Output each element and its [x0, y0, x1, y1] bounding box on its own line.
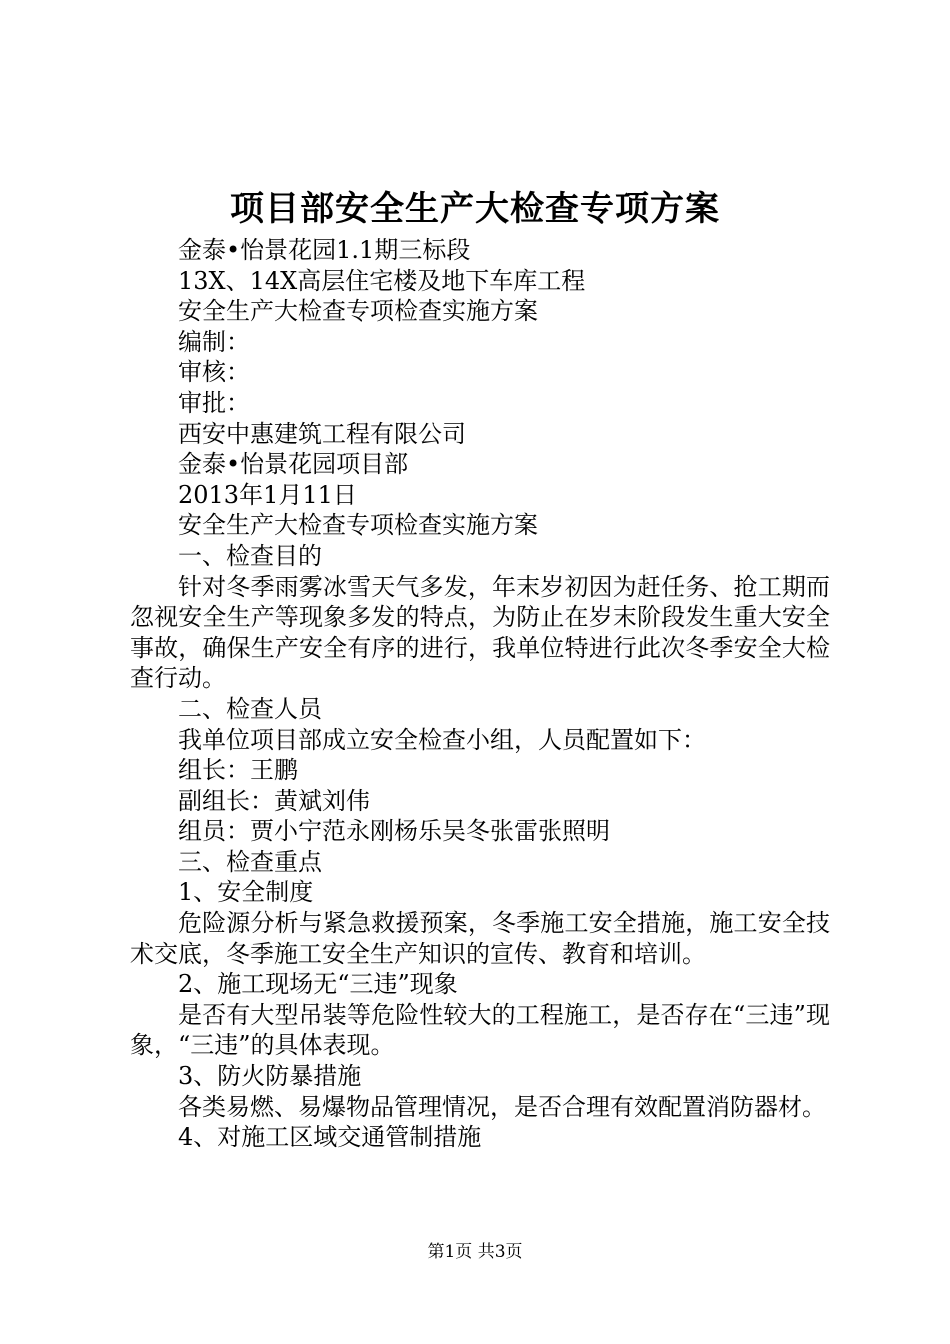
item4-heading: 4、对施工区域交通管制措施 [178, 1123, 482, 1152]
project-scope-line: 13X、14X高层住宅楼及地下车库工程 [178, 266, 586, 295]
document-body [130, 235, 830, 1153]
section3-heading: 三、检查重点 [178, 847, 322, 876]
company-line: 西安中惠建筑工程有限公司 [178, 419, 466, 448]
item1-heading: 1、安全制度 [178, 878, 314, 907]
members-line: 组员：贾小宁范永刚杨乐吴冬张雷张照明 [178, 817, 610, 846]
section2-intro: 我单位项目部成立安全检查小组，人员配置如下： [178, 725, 706, 754]
project-name-line: 金泰•怡景花园1.1期三标段 [178, 236, 471, 264]
item3-paragraph: 各类易燃、易爆物品管理情况，是否合理有效配置消防器材。 [178, 1092, 826, 1121]
deputy-line: 副组长：黄斌刘伟 [178, 786, 370, 815]
page-footer: 第1页 共3页 [427, 1242, 523, 1262]
item2-heading: 2、施工现场无“三违”现象 [178, 970, 458, 999]
leader-line: 组长：王鹏 [178, 756, 298, 785]
plan-subtitle-line: 安全生产大检查专项检查实施方案 [178, 511, 538, 540]
department-line: 金泰•怡景花园项目部 [178, 450, 409, 479]
date-line: 2013年1月11日 [178, 480, 357, 509]
item3-heading: 3、防火防暴措施 [178, 1062, 362, 1091]
plan-name-line: 安全生产大检查专项检查实施方案 [178, 297, 538, 326]
purpose-paragraph: 针对冬季雨雾冰雪天气多发，年末岁初因为赶任务、抢工期而忽视安全生产等现象多发的特点，为防止在岁末阶段发生重大安全事故，确保生产安全有序的进行，我单位特进行此次冬季安全大检查行动。 [130, 572, 830, 693]
item1-paragraph: 危险源分析与紧急救援预案，冬季施工安全措施，施工安全技术交底，冬季施工安全生产知识的宣传、教育和培训。 [130, 909, 830, 968]
reviewed-by-line: 审核： [178, 358, 250, 387]
prepared-by-line: 编制： [178, 327, 250, 356]
section1-heading: 一、检查目的 [178, 541, 322, 570]
item2-paragraph: 是否有大型吊装等危险性较大的工程施工，是否存在“三违”现象，“三违”的具体表现。 [130, 1000, 830, 1060]
section2-heading: 二、检查人员 [178, 694, 322, 723]
approved-by-line: 审批： [178, 388, 250, 417]
document-title: 项目部安全生产大检查专项方案 [230, 189, 720, 229]
